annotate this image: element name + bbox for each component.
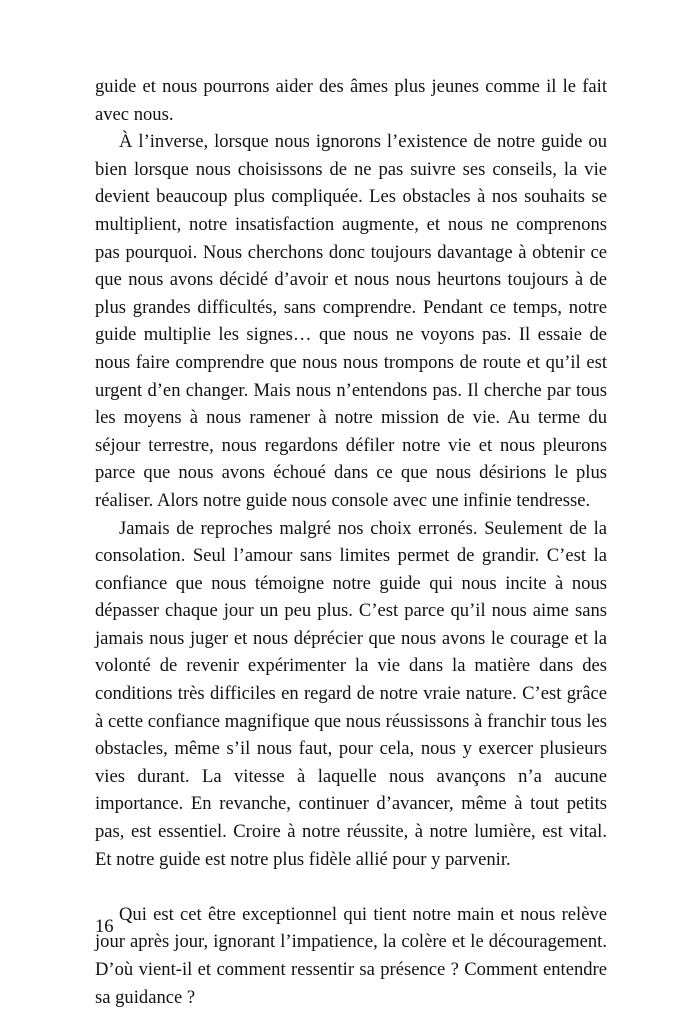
- page-body: [95, 73, 607, 1011]
- paragraph-continuation: guide et nous pourrons aider des âmes plus jeunes comme il le fait avec nous.: [95, 76, 607, 125]
- paragraph-inverse: À l’inverse, lorsque nous ignorons l’existence de notre guide ou bien lorsque nous choisissons de ne pas suivre ses conseils, la vie devient beaucoup plus compliquée. Les obstacles à nos souhaits se multiplient, notre insatisfaction augmente, et nous ne comprenons pas pourquoi. Nous cherchons donc toujours davantage à obtenir ce que nous avons décidé d’avoir et nous nous heurtons toujours à de plus grandes difficultés, sans comprendre. Pendant ce temps, notre guide multiplie les signes… que nous ne voyons pas. Il essaie de nous faire comprendre que nous nous trompons de route et qu’il est urgent d’en changer. Mais nous n’entendons pas. Il cherche par tous les moyens à nous ramener à notre mission de vie. Au terme du séjour terrestre, nous regardons défiler notre vie et nous pleurons parce que nous avons échoué dans ce que nous désirions le plus réaliser. Alors notre guide nous console avec une infinie tendresse.: [95, 131, 607, 511]
- paragraph-jamais-de-reproches: Jamais de reproches malgré nos choix erronés. Seulement de la consolation. Seul l’amour sans limites permet de grandir. C’est la confiance que nous témoigne notre guide qui nous incite à nous dépasser chaque jour un peu plus. C’est parce qu’il nous aime sans jamais nous juger et nous déprécier que nous avons le courage et la volonté de revenir expérimenter la vie dans la matière dans des conditions très difficiles en regard de notre vraie nature. C’est grâce à cette confiance magnifique que nous réussissons à franchir tous les obstacles, même s’il nous faut, pour cela, nous y exercer plusieurs vies durant. La vitesse à laquelle nous avançons n’a aucune importance. En revanche, continuer d’avancer, même à tout petits pas, est essentiel. Croire à notre réussite, à notre lumière, est vital. Et notre guide est notre plus fidèle allié pour y parvenir.: [95, 517, 607, 870]
- paragraph-question: Qui est cet être exceptionnel qui tient notre main et nous relève jour après jour, ignorant l’impatience, la colère et le découragement. D’où vient-il et comment ressentir sa présence ? Comment entendre sa guidance ?: [95, 903, 607, 1008]
- page-number: 16: [95, 916, 114, 937]
- paragraph-spacer: [95, 873, 607, 901]
